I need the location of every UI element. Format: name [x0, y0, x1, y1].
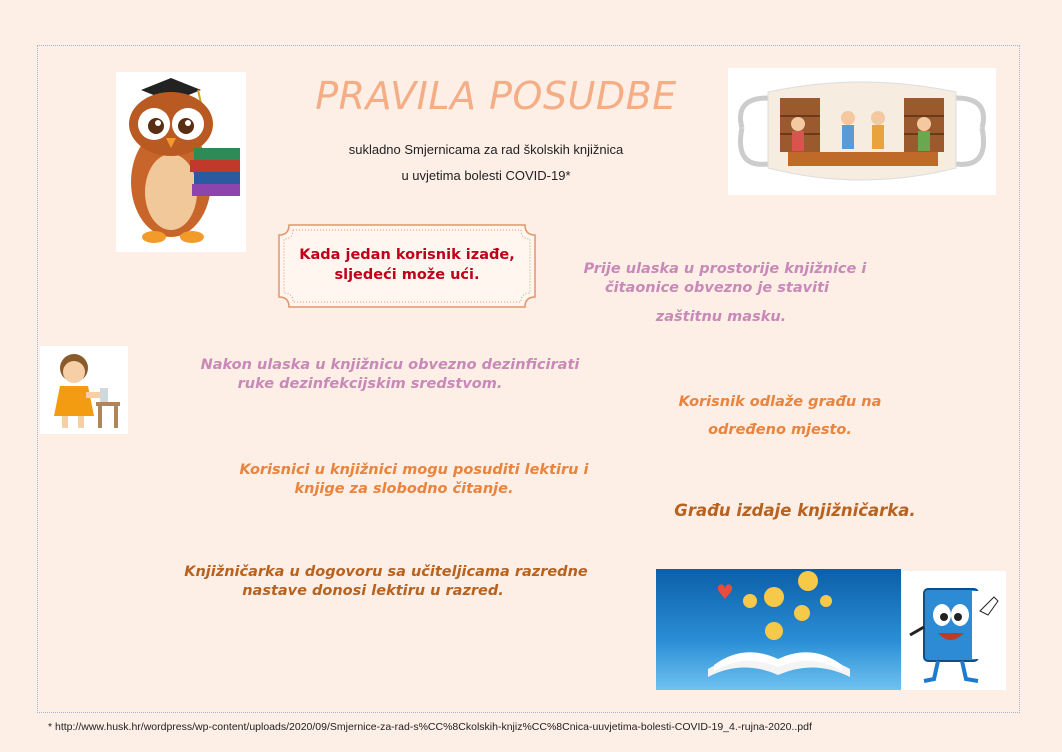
svg-text:♥: ♥	[716, 580, 734, 604]
rule-borrow-line-2: knjige za slobodno čitanje.	[294, 481, 514, 497]
rule-class-delivery	[166, 563, 606, 601]
rule-return	[670, 393, 890, 440]
page-title: PRAVILA POSUDBE	[315, 74, 677, 118]
rule-class-line-1: Knjižničarka u dogovoru sa učiteljicama razredne	[184, 564, 588, 580]
rule-class-line-2: nastave donosi lektiru u razred.	[242, 583, 504, 599]
rule-mask-line-2: čitaonice obvezno je staviti	[605, 280, 829, 296]
callout-line-2: sljedeći može ući.	[334, 267, 480, 283]
rule-librarian-issues	[654, 501, 936, 520]
callout-line-1: Kada jedan korisnik izađe,	[299, 247, 515, 263]
rule-mask-line-3: zaštitnu masku.	[655, 309, 787, 325]
rule-borrow	[216, 461, 612, 499]
rule-disinfect-line-2: ruke dezinfekcijskim sredstvom.	[237, 376, 503, 392]
rule-mask	[560, 260, 890, 327]
subtitle-line-1: sukladno Smjernicama za rad školskih knjižnica	[348, 142, 624, 157]
book-mascot-illustration	[902, 571, 1006, 690]
footnote-source: * http://www.husk.hr/wordpress/wp-content/uploads/2020/09/Smjernice-za-rad-s%CC%8Ckolskih-knjiz%CC%8Cnica-uuvjetima-bolesti-COVID-19_4.-rujna-2020..pdf	[48, 721, 812, 733]
rule-borrow-line-1: Korisnici u knjižnici mogu posuditi lektiru i	[239, 462, 589, 478]
rule-disinfect	[180, 356, 600, 394]
open-book-emoji-illustration	[656, 569, 901, 690]
callout-box	[277, 223, 537, 309]
rule-return-line-1: Korisnik odlaže građu na	[678, 394, 882, 410]
child-washing-illustration	[40, 346, 128, 434]
library-mask-illustration	[728, 68, 996, 195]
rule-librarian-issues-text: Građu izdaje knjižničarka.	[674, 501, 916, 520]
subtitle-line-2: u uvjetima bolesti COVID-19*	[401, 168, 571, 183]
rule-mask-line-1: Prije ulaska u prostorije knjižnice i	[583, 261, 867, 277]
rule-disinfect-line-1: Nakon ulaska u knjižnicu obvezno dezinficirati	[200, 357, 580, 373]
owl-illustration	[116, 72, 246, 252]
rule-return-line-2: određeno mjesto.	[708, 422, 852, 438]
